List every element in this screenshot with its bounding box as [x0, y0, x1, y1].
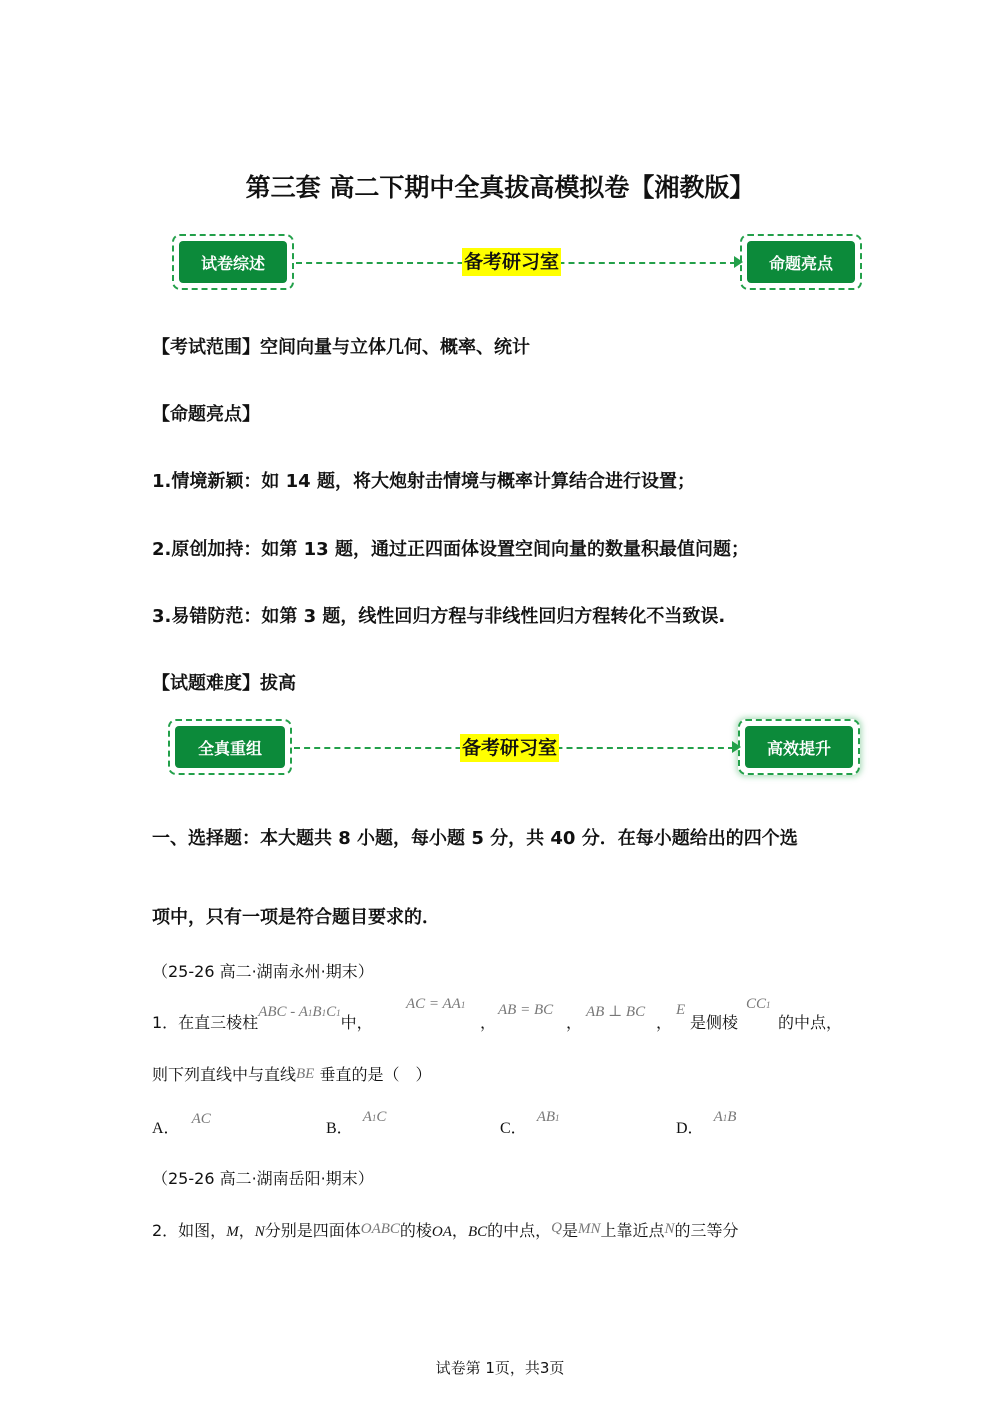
- banner2-center-label: 备考研习室: [460, 734, 559, 762]
- cond-ab-bc: AB = BC: [498, 1002, 554, 1018]
- question-source: （25-26 高二·湖南永州·期末）: [152, 962, 374, 981]
- banner-center-label: 备考研习室: [462, 248, 561, 276]
- banner-right-label: 命题亮点: [747, 241, 855, 283]
- banner-left-label: 试卷综述: [179, 241, 287, 283]
- line-be: BE: [296, 1066, 315, 1082]
- comma: ，: [566, 1013, 583, 1032]
- banner2-left-tag: [168, 719, 292, 775]
- cond-ac-aa1: AC = AA1: [406, 996, 466, 1012]
- banner-left-tag: [172, 234, 294, 290]
- question-source: （25-26 高二·湖南岳阳·期末）: [152, 1169, 374, 1188]
- banner2-right-label: 高效提升: [745, 726, 853, 768]
- edge-cc1: CC1: [746, 996, 771, 1012]
- option-b[interactable]: B．A1C: [326, 1109, 387, 1137]
- page-title: 第三套 高二下期中全真拔高模拟卷【湘教版】: [245, 173, 755, 202]
- cond-ab-perp-bc: AB ⊥ BC: [586, 1004, 646, 1020]
- section-heading-cont: 项中，只有一项是符合题目要求的．: [152, 907, 440, 928]
- highlight-item: 1.情境新颖：如 14 题，将大炮射击情境与概率计算结合进行设置；: [152, 471, 695, 492]
- point-e: E: [676, 1002, 686, 1018]
- comma: ，: [656, 1013, 673, 1032]
- banner2-left-label: 全真重组: [175, 726, 285, 768]
- highlights-heading: 【命题亮点】: [152, 404, 260, 425]
- question-1-line2: 则下列直线中与直线BE 垂直的是（ ）: [152, 1065, 432, 1084]
- is-edge-text: 是侧棱: [690, 1013, 739, 1032]
- highlight-item: 3.易错防范：如第 3 题，线性回归方程与非线性回归方程转化不当致误.: [152, 606, 726, 627]
- question-1-line1: [152, 1004, 373, 1033]
- option-d[interactable]: D．A1B: [676, 1109, 737, 1137]
- page-footer: 试卷第 1页，共3页: [435, 1359, 565, 1377]
- prism-expr: ABC - A1B1C1: [258, 1004, 341, 1020]
- section-heading: 一、选择题：本大题共 8 小题，每小题 5 分，共 40 分．在每小题给出的四个选: [152, 828, 798, 849]
- banner2-right-tag: [738, 719, 860, 775]
- banner-right-tag: [740, 234, 862, 290]
- exam-scope: 【考试范围】空间向量与立体几何、概率、统计: [152, 337, 530, 358]
- option-a[interactable]: A．AC: [152, 1111, 211, 1137]
- midpoint-text: 的中点，: [778, 1013, 843, 1032]
- comma: ，: [480, 1013, 497, 1032]
- q1-mid: 中，: [340, 1013, 373, 1032]
- option-c[interactable]: C．AB1: [500, 1109, 560, 1137]
- highlight-item: 2.原创加持：如第 13 题，通过正四面体设置空间向量的数量积最值问题；: [152, 539, 749, 560]
- difficulty: 【试题难度】拔高: [152, 673, 296, 694]
- q1-prefix: 1．在直三棱柱: [152, 1013, 259, 1032]
- question-2-line1: 2．如图，M，N分别是四面体OABC的棱OA，BC的中点，Q是MN上靠近点N的三等分: [152, 1220, 739, 1240]
